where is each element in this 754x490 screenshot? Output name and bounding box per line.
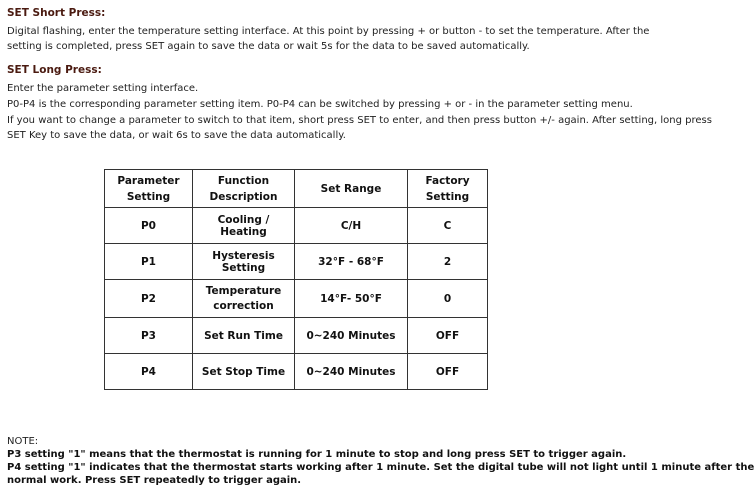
param-code: P2 xyxy=(105,280,193,318)
note-line: P4 setting "1" indicates that the thermostat starts working after 1 minute. Set the digital tube will not light until 1 minute after the xyxy=(7,462,754,473)
note-line: P3 setting "1" means that the thermostat is running for 1 minute to stop and long press SET to trigger again. xyxy=(7,449,627,460)
param-factory: OFF xyxy=(408,354,488,390)
long-press-line: SET Key to save the data, or wait 6s to save the data automatically. xyxy=(7,130,346,141)
parameter-table xyxy=(104,169,488,390)
param-factory: 0 xyxy=(408,280,488,318)
short-press-line: Digital flashing, enter the temperature setting interface. At this point by pressing + or button - to set the temperature. After the xyxy=(7,26,650,37)
param-function: Set Stop Time xyxy=(193,354,295,390)
note-label: NOTE: xyxy=(7,436,39,447)
param-range: C/H xyxy=(295,208,408,244)
long-press-line: If you want to change a parameter to switch to that item, short press SET to enter, and then press button +/- again. After setting, long press xyxy=(7,115,712,126)
param-range: 0~240 Minutes xyxy=(295,318,408,354)
note-line: normal work. Press SET repeatedly to trigger again. xyxy=(7,475,302,486)
long-press-line: P0-P4 is the corresponding parameter setting item. P0-P4 can be switched by pressing + or - in the parameter setting menu. xyxy=(7,99,633,110)
long-press-line: Enter the parameter setting interface. xyxy=(7,83,199,94)
table-row xyxy=(105,354,488,390)
table-row xyxy=(105,244,488,280)
param-code: P0 xyxy=(105,208,193,244)
table-header-row xyxy=(105,170,488,208)
header-set-range: Set Range xyxy=(295,170,408,208)
param-function: Hysteresis Setting xyxy=(193,244,295,280)
param-code: P3 xyxy=(105,318,193,354)
param-code: P4 xyxy=(105,354,193,390)
param-range: 0~240 Minutes xyxy=(295,354,408,390)
param-factory: OFF xyxy=(408,318,488,354)
table-row xyxy=(105,318,488,354)
param-range: 32°F - 68°F xyxy=(295,244,408,280)
table-row xyxy=(105,208,488,244)
param-range: 14°F- 50°F xyxy=(295,280,408,318)
param-factory: C xyxy=(408,208,488,244)
param-function: Cooling / Heating xyxy=(193,208,295,244)
param-code: P1 xyxy=(105,244,193,280)
header-function-description: Function Description xyxy=(193,170,295,208)
header-parameter-setting: Parameter Setting xyxy=(105,170,193,208)
param-function: Temperature correction xyxy=(193,280,295,318)
short-press-heading: SET Short Press: xyxy=(7,7,106,19)
header-factory-setting: Factory Setting xyxy=(408,170,488,208)
param-function: Set Run Time xyxy=(193,318,295,354)
short-press-line: setting is completed, press SET again to save the data or wait 5s for the data to be saved automatically. xyxy=(7,41,530,52)
param-factory: 2 xyxy=(408,244,488,280)
long-press-heading: SET Long Press: xyxy=(7,64,102,76)
table-row xyxy=(105,280,488,318)
